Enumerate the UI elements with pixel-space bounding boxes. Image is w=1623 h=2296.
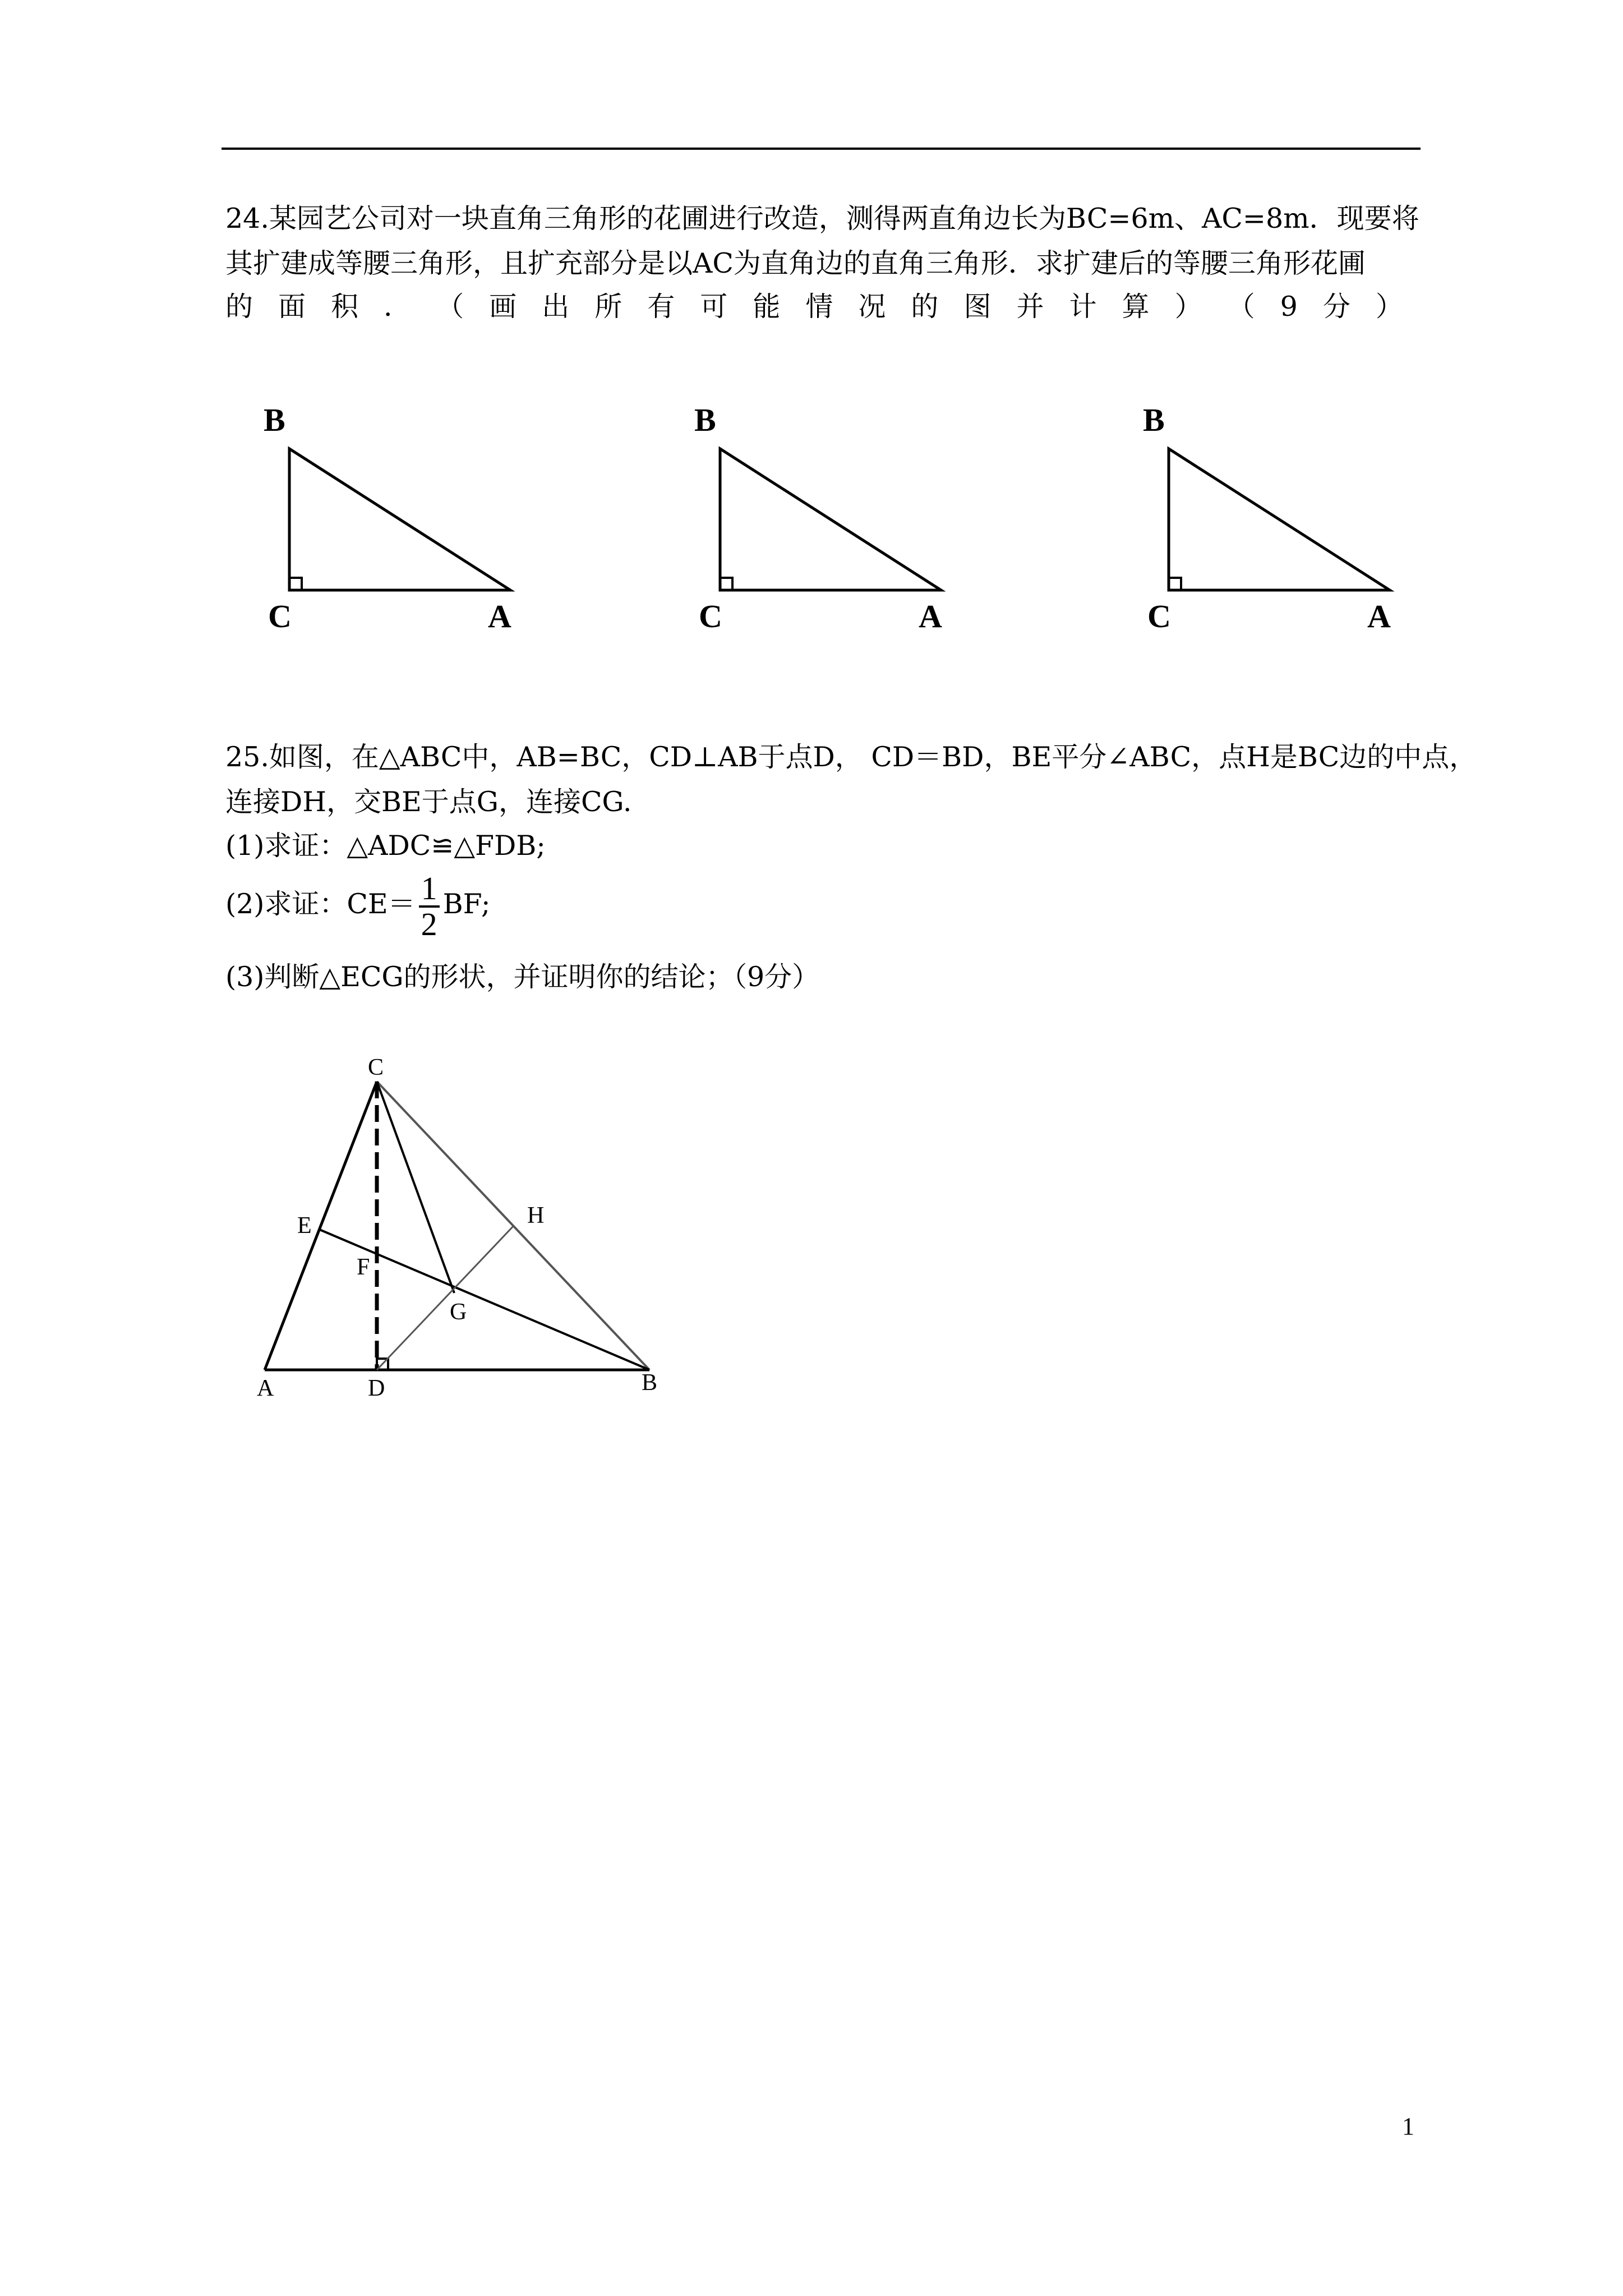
q24-line-3-char: 况 [858,291,886,323]
vertex-label-a: A [488,598,511,634]
q24-line-3-char: 可 [700,291,728,323]
q25-part-2-suffix: BF; [442,888,491,920]
q24-line-3-char: 9 [1280,291,1298,323]
vertex-label-c: C [699,598,722,634]
q24-line-3-char: 出 [542,291,570,323]
q25-part-2 [225,869,490,941]
fraction-numerator: 1 [419,872,440,908]
q24-line-3-char: 面 [278,291,306,323]
q24-line-3-char: 情 [805,291,833,323]
q24-line-3-char: 积 [331,291,359,323]
q24-line-3-char: 并 [1016,291,1044,323]
point-label-c: C [368,1055,384,1080]
vertex-label-b: B [264,402,285,438]
q24-line-3-char: 的 [911,291,939,323]
q24-line-3-char: ） [1174,291,1202,323]
q24-line-3-char: 画 [489,291,517,323]
q24-line-3-char: 的 [225,291,253,323]
point-label-f: F [357,1254,370,1280]
q24-line-3-char: ． [384,291,412,323]
fraction-denominator: 2 [421,905,437,942]
q24-line-3-char: （ [436,291,464,323]
vertex-label-a: A [1367,598,1391,634]
q24-line-1: 24.某园艺公司对一块直角三角形的花圃进行改造，测得两直角边长为BC=6m、AC=8m．现要将 [225,203,1419,234]
fraction-one-half [419,869,440,942]
q24-line-3-char: 图 [963,291,992,323]
page-number: 1 [1402,2113,1414,2140]
point-label-h: H [527,1203,545,1228]
point-label-g: G [450,1299,467,1325]
q25-part-2-prefix: (2)求证：CE＝ [225,888,416,920]
point-label-b: B [642,1370,658,1396]
q25-line-1: 25.如图，在△ABC中，AB=BC，CD⊥AB于点D， CD＝BD，BE平分∠ABC，点H是BC边的中点， [225,741,1477,773]
vertex-label-c: C [268,598,292,634]
q24-line-3-char: 所 [594,291,623,323]
q24-triangle-figure-3 [1132,393,1412,639]
point-label-d: D [368,1375,385,1401]
q24-line-3-char: ） [1375,291,1403,323]
vertex-label-b: B [694,402,716,438]
q24-line-3-char: 能 [753,291,781,323]
q24-line-3-char: 计 [1069,291,1097,323]
vertex-label-b: B [1143,402,1165,438]
vertex-label-c: C [1147,598,1171,634]
header-rule [222,148,1421,150]
q25-triangle-figure [241,1055,690,1414]
q24-line-3-char: （ [1227,291,1255,323]
point-label-e: E [297,1213,312,1239]
q24-line-2: 其扩建成等腰三角形，且扩充部分是以AC为直角边的直角三角形．求扩建后的等腰三角形花圃 [225,247,1366,279]
q24-line-3-char: 算 [1122,291,1150,323]
q24-line-3-char: 有 [647,291,675,323]
vertex-label-a: A [919,598,942,634]
q24-triangle-figure-2 [683,393,963,639]
q24-line-3 [225,290,1403,324]
point-label-a: A [257,1375,274,1401]
q25-part-1: (1)求证：△ADC≌△FDB; [225,830,546,862]
q25-part-3: (3)判断△ECG的形状，并证明你的结论；（9分） [225,961,820,993]
q25-line-2: 连接DH，交BE于点G，连接CG. [225,786,632,818]
q24-line-3-char: 分 [1322,291,1350,323]
q24-triangle-figure-1 [252,393,533,639]
